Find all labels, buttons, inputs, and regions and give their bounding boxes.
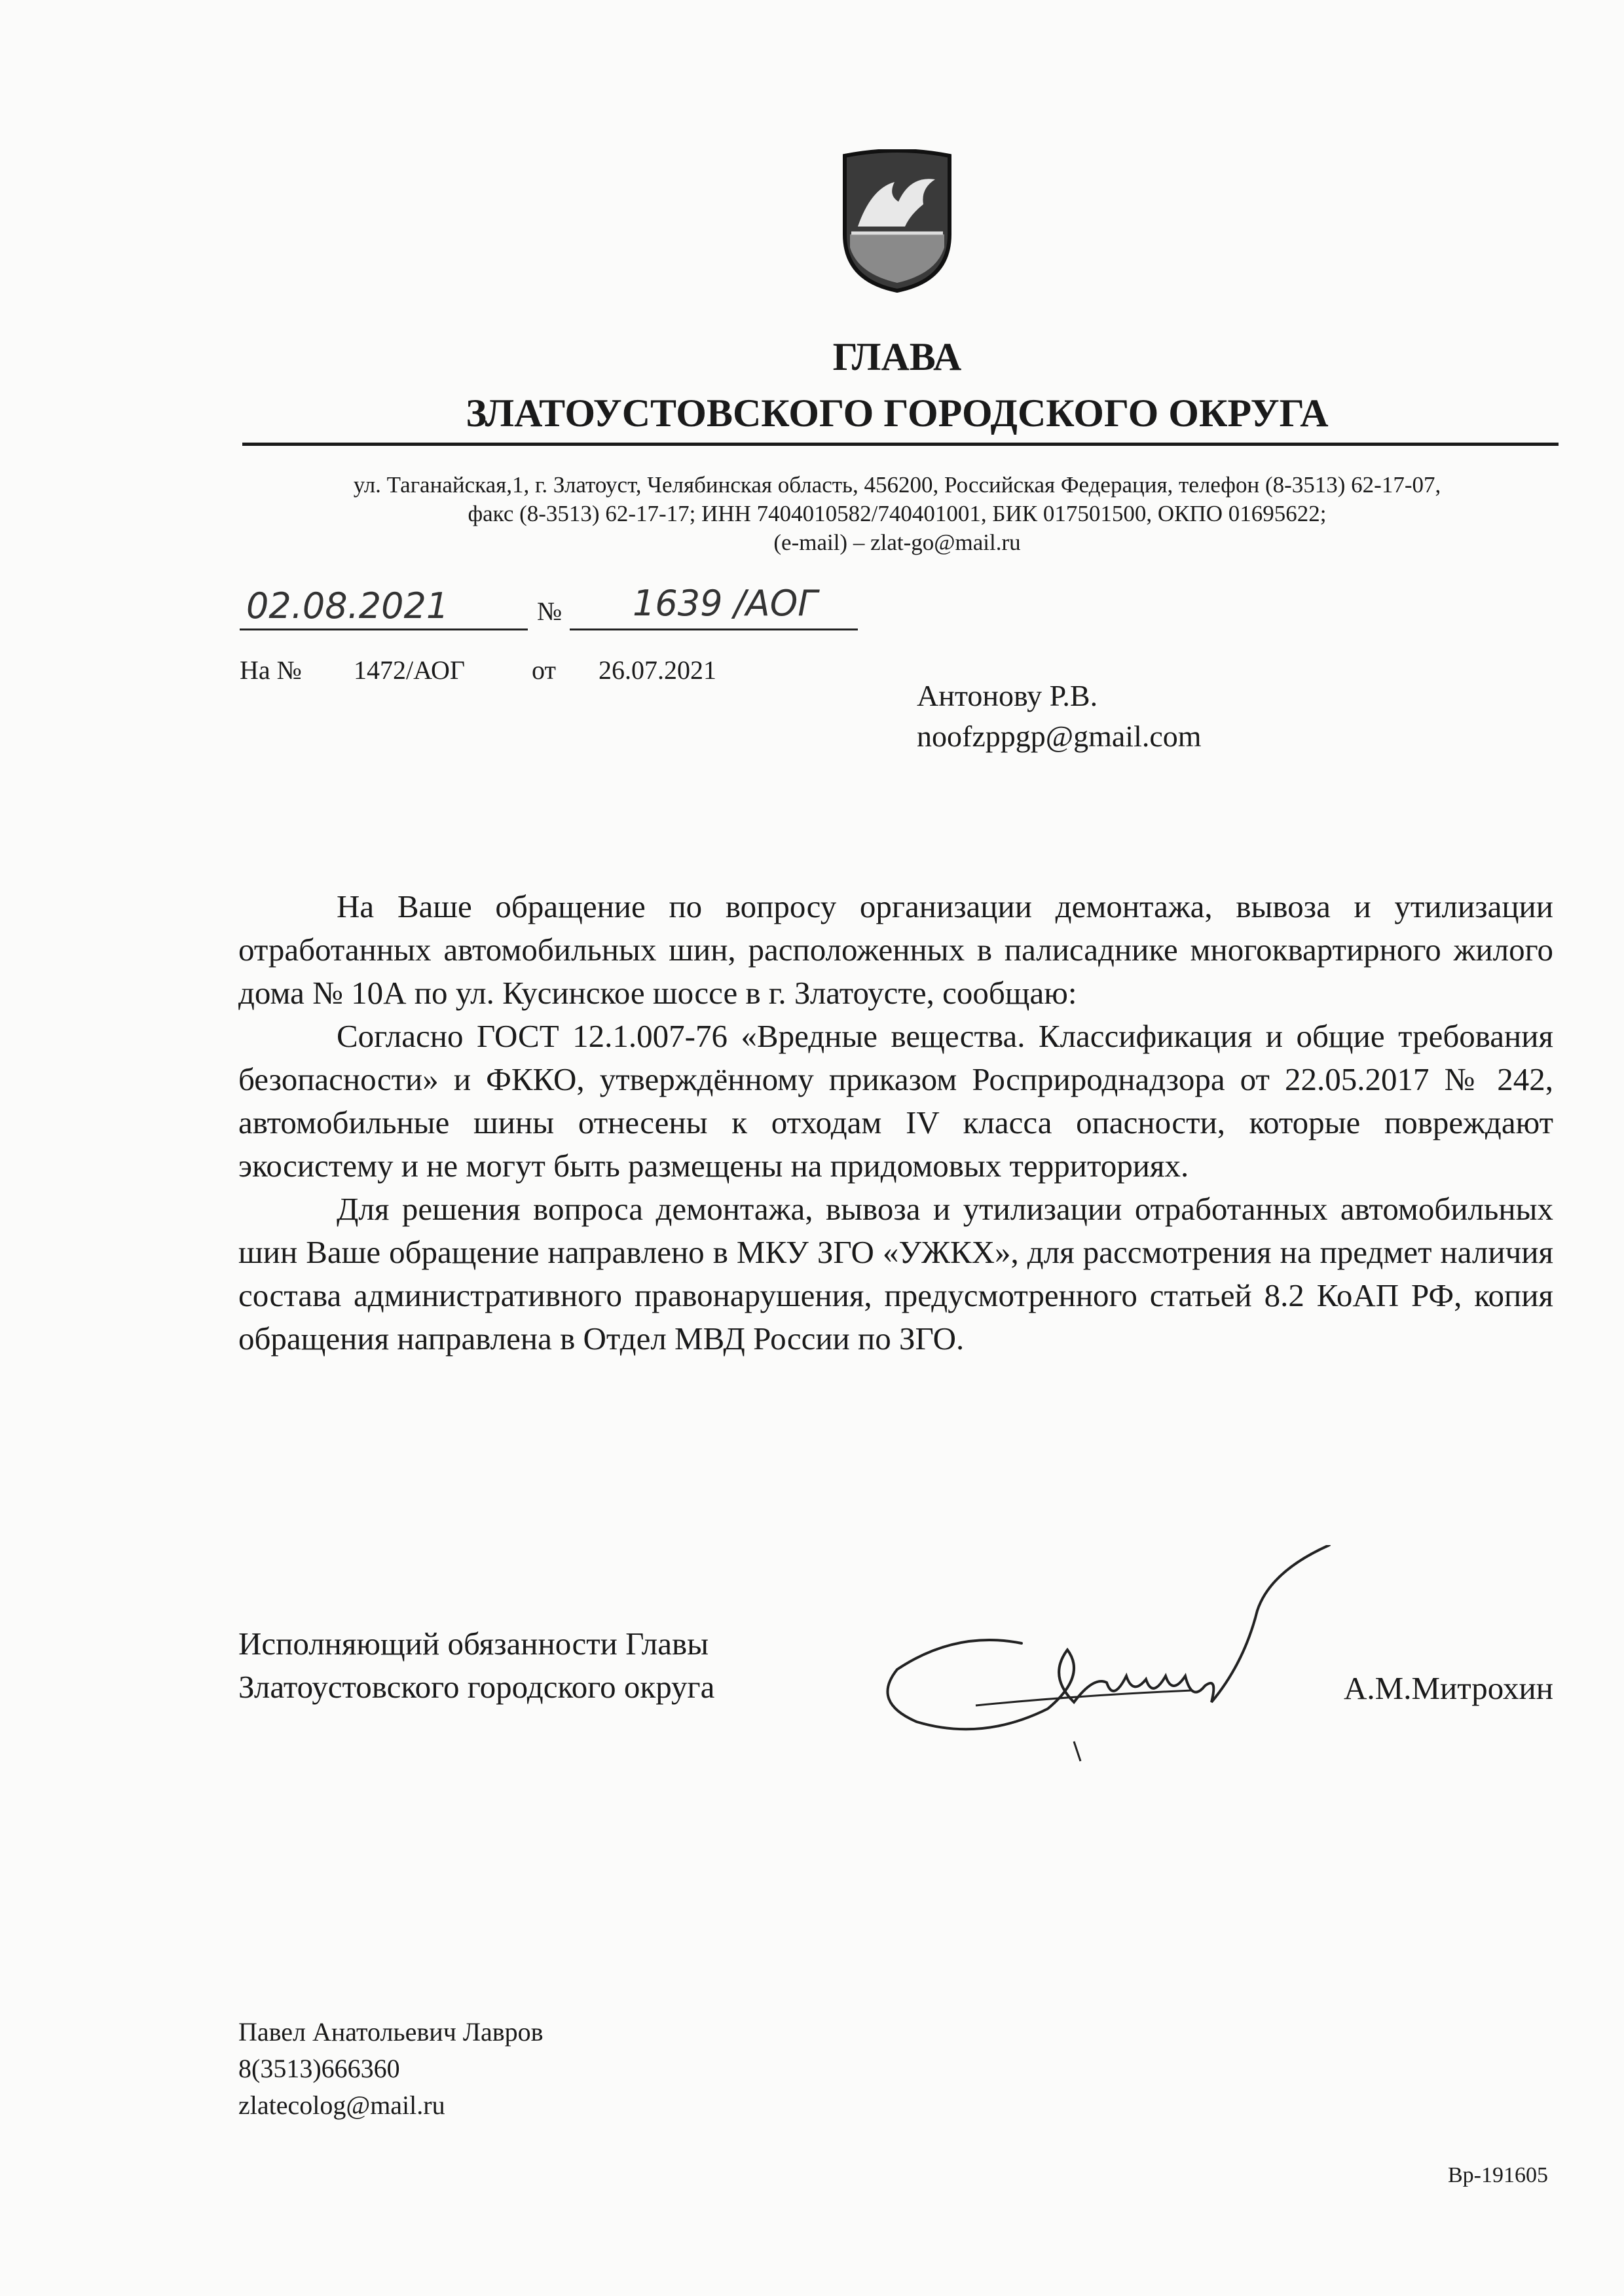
header-divider [242,443,1559,446]
body-paragraph: На Ваше обращение по вопросу организации демонтажа, вывоза и утилизации отработанных автомобильных шин, расположенных в палисаднике многоквартирного жилого дома № 10А по ул. Кусинское шоссе в г. Златоусте, сообщаю: [238,888,1553,1011]
outgoing-date-field [240,585,528,630]
signatory-position-line2: Златоустовского городского округа [238,1669,715,1705]
signatory-position [238,1622,714,1709]
outgoing-date: 02.08.2021 [246,585,449,627]
registration-code: Вр-191605 [1448,2163,1548,2187]
coat-of-arms-icon [832,149,963,295]
header-title-line1: ГЛАВА [832,335,962,378]
addressee-name: Антонову Р.В. [917,679,1098,712]
ref-date: 26.07.2021 [599,655,716,685]
letter-body [238,885,1553,1360]
addressee-email: noofzppgp@gmail.com [917,720,1202,753]
outgoing-number-field [570,583,858,630]
executor-info [238,2014,543,2124]
address-line3: (e-mail) – zlat-go@mail.ru [773,530,1021,555]
address-line1: ул. Таганайская,1, г. Златоуст, Челябинская область, 456200, Российская Федерация, телефон (8-3513) 62-17-07, [353,472,1441,498]
ref-from: от [532,655,556,685]
executor-name: Павел Анатольевич Лавров [238,2017,544,2047]
ref-prefix: На № [240,655,302,685]
address-line2: факс (8-3513) 62-17-17; ИНН 7404010582/740401001, БИК 017501500, ОКПО 01695622; [468,501,1327,526]
executor-email: zlatecolog@mail.ru [238,2090,445,2120]
body-paragraph: Согласно ГОСТ 12.1.007-76 «Вредные вещества. Классификация и общие требования безопасности» и ФККО, утверждённому приказом Росприроднадзора от 22.05.2017 № 242, автомобильные шины отнесены к отходам IV класса опасности, которые повреждают экосистему и не могут быть размещены на придомовых территориях. [238,1018,1553,1184]
signatory-name: А.М.Митрохин [1344,1670,1553,1706]
outgoing-number: 1639 /АОГ [633,583,818,624]
signatory-position-line1: Исполняющий обязанности Главы [238,1626,709,1662]
number-sign: № [537,596,563,626]
header-title-line2: ЗЛАТОУСТОВСКОГО ГОРОДСКОГО ОКРУГА [466,392,1329,435]
ref-number: 1472/АОГ [354,655,466,685]
handwritten-signature-icon [877,1545,1349,1774]
executor-phone: 8(3513)666360 [238,2054,400,2083]
body-paragraph: Для решения вопроса демонтажа, вывоза и утилизации отработанных автомобильных шин Ваше обращение направлено в МКУ ЗГО «УЖКХ», для рассмотрения на предмет наличия состава административного правонарушения, предусмотренного статьей 8.2 КоАП РФ, копия обращения направлена в Отдел МВД России по ЗГО. [238,1191,1553,1357]
